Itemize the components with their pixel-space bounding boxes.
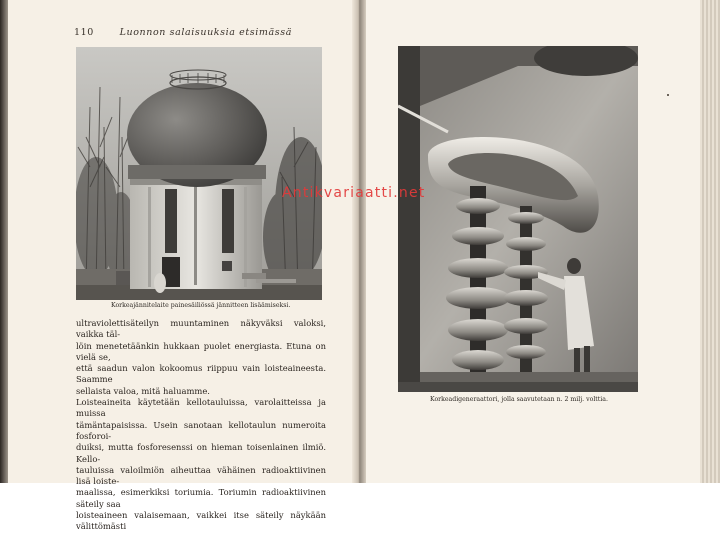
generator-illustration: [398, 46, 638, 392]
generator-photo: [398, 46, 638, 392]
book-gutter: [352, 0, 366, 483]
body-line: Loisteaineita käytetään kellotauluissa, varolaitteissa ja muissa: [76, 397, 326, 419]
running-header: [74, 27, 292, 38]
body-line: ultraviolettisäteilyn muuntaminen näkyväksi valoksi, vaikka täl-: [76, 318, 326, 340]
speck: [667, 94, 669, 96]
dome-building-illustration: [76, 47, 322, 300]
running-title: Luonnon salaisuuksia etsimässä: [119, 27, 292, 38]
watermark-text: Antikvariaatti.net: [282, 185, 426, 201]
body-line: duiksi, mutta fosforesenssi on hieman toisenlainen ilmiö. Kello-: [76, 442, 326, 464]
body-text: [76, 318, 326, 533]
body-line: että saadun valon kokoomus riippuu vain loisteaineesta. Saamme: [76, 363, 326, 385]
body-line: sellaista valoa, mitä haluamme.: [76, 385, 210, 396]
left-photo-caption: Korkeajännitelaite painesäiliössä jännitteen lisäämiseksi.: [111, 302, 291, 309]
page-number: 110: [74, 27, 94, 38]
body-line: tämäntapaisissa. Usein sanotaan kellotaulun numeroita fosforoi-: [76, 419, 326, 441]
page-edges-right: [700, 0, 720, 483]
right-photo-caption: Korkeadigeneraattori, jolla saavutetaan n. 2 milj. volttia.: [430, 396, 608, 403]
dome-building-photo: [76, 47, 322, 300]
body-line: loisteaineen valaisemaan, vaikkei itse säteily näykään välittömästi: [76, 510, 326, 532]
body-line: maalissa, esimerkiksi toriumia. Toriumin radioaktiivinen säteily saa: [76, 487, 326, 509]
body-line: löin menetetäänkin hukkaan puolet energiasta. Etuna on vielä se,: [76, 340, 326, 362]
body-line: tauluissa valoilmiön aiheuttaa vähäinen radioaktiivinen lisä loiste-: [76, 464, 326, 487]
